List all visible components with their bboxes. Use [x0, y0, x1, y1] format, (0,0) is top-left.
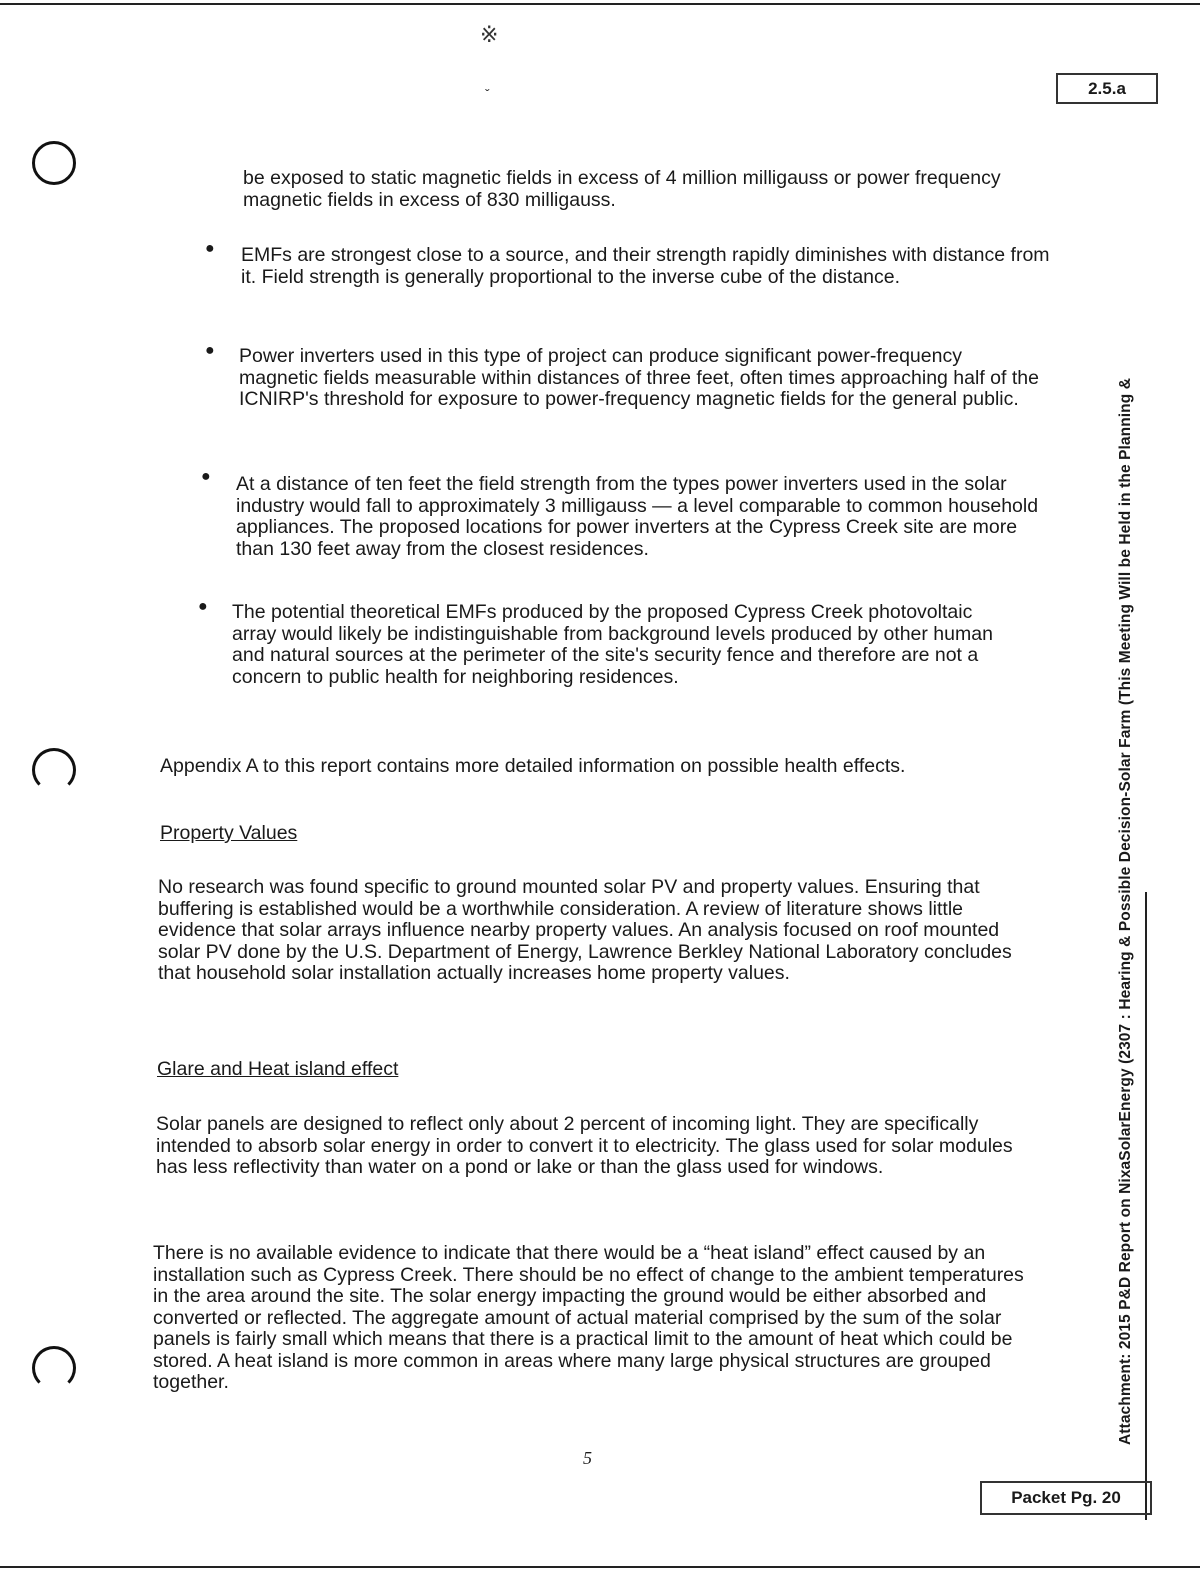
bullet-item: Power inverters used in this type of project can produce significant power-frequency magnetic fields measurable within distances of three feet, often times approaching half of the ICNIRP's threshold for exposure to power-frequency magnetic fields for the general public. — [239, 345, 1039, 410]
page-number: 5 — [583, 1448, 592, 1468]
section-heading-glare: Glare and Heat island effect — [157, 1058, 399, 1080]
packet-page-tag: Packet Pg. 20 — [980, 1481, 1152, 1515]
intro-continuation: be exposed to static magnetic fields in excess of 4 million milligauss or power frequency magnetic fields in excess of 830 milligauss. — [243, 167, 1001, 211]
margin-rule — [1145, 892, 1147, 1520]
section-heading-property-values: Property Values — [160, 822, 298, 844]
bullet-item: At a distance of ten feet the field strength from the types power inverters used in the solar industry would fall to approximately 3 milligauss — a level comparable to common household appliances. The proposed locations for power inverters at the Cypress Creek site are more than 130 feet away from the closest residences. — [236, 473, 1039, 560]
appendix-note: Appendix A to this report contains more detailed information on possible health effects. — [160, 755, 906, 777]
bullet-dot: ● — [205, 240, 215, 257]
attachment-side-caption: Attachment: 2015 P&D Report on NixaSolarEnergy (2307 : Hearing & Possible Decision-Solar Farm (This Meeting Will be Held in the Planning & — [1117, 377, 1134, 1445]
bullet-item: The potential theoretical EMFs produced by the proposed Cypress Creek photovoltaic array would likely be indistinguishable from background levels produced by other human and natural sources at the perimeter of the site's security fence and therefore are not a concern to public health for neighboring residences. — [232, 601, 993, 688]
bullet-dot: ● — [201, 468, 211, 485]
bullet-dot: ● — [198, 598, 208, 615]
page-top-border — [0, 3, 1200, 5]
bullet-item: EMFs are strongest close to a source, and their strength rapidly diminishes with distance from it. Field strength is generally proportional to the inverse cube of the distance. — [241, 244, 1050, 288]
page-bottom-border — [0, 1566, 1200, 1568]
punch-hole — [32, 1346, 76, 1390]
scan-speckle: ※ — [480, 22, 499, 47]
punch-hole — [32, 141, 76, 185]
attachment-tag: 2.5.a — [1056, 73, 1158, 104]
bullet-dot: ● — [205, 342, 215, 359]
punch-hole — [32, 748, 76, 792]
glare-paragraph: Solar panels are designed to reflect only about 2 percent of incoming light. They are specifically intended to absorb solar energy in order to convert it to electricity. The glass used for solar modules has less reflectivity than water on a pond or lake or than the glass used for windows. — [156, 1113, 1013, 1178]
scan-speckle: ˇ — [485, 86, 490, 102]
property-values-paragraph: No research was found specific to ground mounted solar PV and property values. Ensuring that buffering is established would be a worthwhile consideration. A review of literature shows little evidence that solar arrays influence nearby property values. An analysis focused on roof mounted solar PV done by the U.S. Department of Energy, Lawrence Berkley National Laboratory concludes that household solar installation actually increases home property values. — [158, 876, 1012, 984]
heat-island-paragraph: There is no available evidence to indicate that there would be a “heat island” effect caused by an installation such as Cypress Creek. There should be no effect of change to the ambient temperatures in the area around the site. The solar energy impacting the ground would be either absorbed and converted or reflected. The aggregate amount of actual material comprised by the sum of the solar panels is fairly small which means that there is a practical limit to the amount of heat which could be stored. A heat island is more common in areas where many large physical structures are grouped together. — [153, 1242, 1024, 1393]
